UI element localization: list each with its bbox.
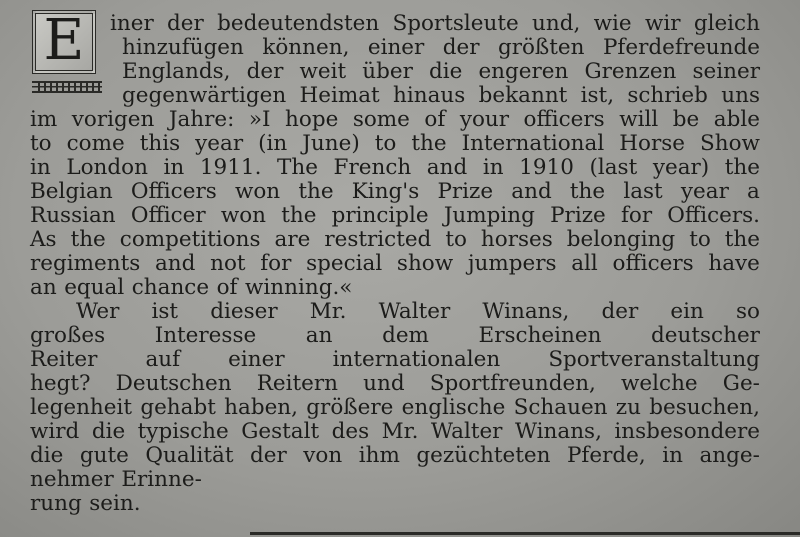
- word: jumpers: [467, 251, 557, 276]
- word: auf: [145, 347, 181, 372]
- word: June): [302, 131, 360, 156]
- word: einer: [367, 35, 425, 60]
- word: sein.: [89, 491, 141, 516]
- word: in: [30, 155, 51, 180]
- word: Englands,: [122, 59, 231, 84]
- word: 1911.: [199, 155, 262, 180]
- word: seiner: [692, 59, 760, 84]
- word: come: [66, 131, 125, 156]
- drop-cap-letter: E: [43, 8, 85, 73]
- text-line: [30, 132, 760, 156]
- column-rule: [250, 532, 800, 535]
- text-line: [30, 348, 760, 372]
- word: können,: [262, 35, 350, 60]
- word: As: [30, 227, 57, 252]
- word: engeren: [478, 59, 569, 84]
- word: able: [713, 107, 760, 132]
- word: to: [445, 227, 467, 252]
- word: Officers.: [667, 203, 760, 228]
- word: French: [333, 155, 412, 180]
- text-line: [110, 12, 760, 36]
- word: Horse: [619, 131, 685, 156]
- word: im: [30, 107, 58, 132]
- word: welche: [621, 371, 698, 396]
- word: bekannt: [478, 83, 568, 108]
- word: the: [724, 155, 760, 180]
- word: Mr.: [309, 299, 347, 324]
- word: iner: [110, 11, 154, 36]
- word: have: [708, 251, 760, 276]
- text-line: [30, 468, 330, 492]
- word: not: [210, 251, 246, 276]
- word: to: [689, 227, 711, 252]
- word: equal: [64, 275, 125, 300]
- word: rung: [30, 491, 82, 516]
- word: des: [331, 419, 370, 444]
- text-line: [30, 108, 760, 132]
- text-line: [122, 60, 760, 84]
- word: to: [374, 131, 397, 156]
- word: die: [91, 419, 126, 444]
- word: einer: [228, 347, 285, 372]
- text-line: [30, 252, 760, 276]
- word: and: [511, 179, 552, 204]
- text-line: [30, 396, 760, 420]
- word: 1910: [519, 155, 574, 180]
- word: gute: [79, 443, 129, 468]
- word: dieser: [210, 299, 278, 324]
- word: year: [680, 179, 729, 204]
- word: in: [163, 155, 185, 180]
- word: wird: [30, 419, 80, 444]
- word: Deutschen: [115, 371, 232, 396]
- word: officers: [523, 107, 605, 132]
- word: haben,: [224, 395, 298, 420]
- word: die: [428, 59, 463, 84]
- word: schrieb: [627, 83, 708, 108]
- text-line: [30, 420, 760, 444]
- word: Heimat: [299, 83, 380, 108]
- word: Sportfreunden,: [429, 371, 596, 396]
- word: der: [601, 299, 639, 324]
- word: last: [623, 179, 663, 204]
- word: the: [411, 131, 447, 156]
- word: won: [220, 203, 267, 228]
- word: weit: [299, 59, 347, 84]
- word: deutscher: [651, 323, 760, 348]
- word: King's: [351, 179, 420, 204]
- word: (last: [589, 155, 638, 180]
- word: show: [396, 251, 454, 276]
- word: won: [234, 179, 281, 204]
- word: in: [662, 443, 683, 468]
- word: besuchen,: [649, 395, 760, 420]
- word: der: [442, 35, 480, 60]
- word: officers: [612, 251, 694, 276]
- word: bedeutendsten: [217, 11, 380, 36]
- word: are: [274, 227, 311, 252]
- word: in: [482, 155, 504, 180]
- word: Prize: [437, 179, 494, 204]
- word: Winans,: [482, 299, 570, 324]
- text-line: [76, 300, 760, 324]
- word: Walter: [378, 299, 451, 324]
- word: Grenzen: [584, 59, 677, 84]
- text-line: [30, 276, 760, 300]
- word: hinzufügen: [122, 35, 244, 60]
- word: vorigen: [71, 107, 155, 132]
- word: your: [459, 107, 510, 132]
- word: this: [139, 131, 181, 156]
- word: Russian: [30, 203, 116, 228]
- word: Prize: [550, 203, 606, 228]
- word: regiments: [30, 251, 141, 276]
- word: the: [70, 227, 106, 252]
- word: International: [461, 131, 605, 156]
- word: all: [571, 251, 598, 276]
- word: typische: [137, 419, 229, 444]
- word: Walter: [430, 419, 503, 444]
- word: for: [620, 203, 653, 228]
- word: year): [652, 155, 710, 180]
- word: »I: [248, 107, 271, 132]
- word: Pferde,: [566, 443, 646, 468]
- word: (in: [258, 131, 288, 156]
- word: Belgian: [30, 179, 113, 204]
- word: Wer: [76, 299, 120, 324]
- text-line: [30, 204, 760, 228]
- word: hinaus: [393, 83, 466, 108]
- word: Interesse: [154, 323, 257, 348]
- text-line: [122, 36, 760, 60]
- word: winning.«: [245, 275, 353, 300]
- word: die: [30, 443, 64, 468]
- word: be: [672, 107, 700, 132]
- word: a: [747, 179, 760, 204]
- word: restricted: [324, 227, 432, 252]
- text-line: [30, 324, 760, 348]
- word: Sportveranstaltung: [548, 347, 760, 372]
- word: Qualität: [145, 443, 234, 468]
- word: insbesondere: [614, 419, 760, 444]
- word: Winans,: [514, 419, 602, 444]
- word: ein: [670, 299, 704, 324]
- text-line: [30, 228, 760, 252]
- word: Reiter: [30, 347, 98, 372]
- word: Reitern: [256, 371, 338, 396]
- text-line: [30, 180, 760, 204]
- word: ange-: [699, 443, 760, 468]
- word: an: [305, 323, 333, 348]
- word: englische: [401, 395, 506, 420]
- word: ihm: [358, 443, 400, 468]
- word: Show: [700, 131, 760, 156]
- word: hegt?: [30, 371, 91, 396]
- word: uns: [721, 83, 760, 108]
- word: an: [30, 275, 57, 300]
- word: ist: [151, 299, 179, 324]
- word: to: [30, 131, 52, 156]
- text-line: [30, 444, 760, 468]
- word: horses: [480, 227, 553, 252]
- word: chance: [131, 275, 210, 300]
- word: zu: [615, 395, 641, 420]
- word: some: [352, 107, 410, 132]
- word: Mr.: [381, 419, 419, 444]
- word: ist,: [580, 83, 615, 108]
- word: and: [154, 251, 196, 276]
- word: Gestalt: [241, 419, 320, 444]
- word: der: [250, 443, 287, 468]
- word: der: [246, 59, 284, 84]
- word: Erinne-: [121, 467, 202, 492]
- word: gegenwärtigen: [122, 83, 287, 108]
- word: hope: [285, 107, 339, 132]
- word: Officer: [130, 203, 206, 228]
- word: Erscheinen: [478, 323, 602, 348]
- word: the: [281, 203, 317, 228]
- text-line: [30, 156, 760, 180]
- word: wie: [593, 11, 632, 36]
- word: belonging: [566, 227, 676, 252]
- word: und: [363, 371, 405, 396]
- word: von: [303, 443, 343, 468]
- word: Sportsleute: [392, 11, 519, 36]
- word: Pferdefreunde: [602, 35, 760, 60]
- word: so: [736, 299, 760, 324]
- word: dem: [382, 323, 429, 348]
- word: nehmer: [30, 467, 114, 492]
- word: The: [277, 155, 318, 180]
- word: Schauen: [513, 395, 608, 420]
- word: Officers: [130, 179, 217, 204]
- word: principle: [331, 203, 429, 228]
- word: gezüchteten: [416, 443, 551, 468]
- word: der: [167, 11, 204, 36]
- word: of: [424, 107, 446, 132]
- word: the: [298, 179, 334, 204]
- word: competitions: [119, 227, 261, 252]
- word: London: [66, 155, 148, 180]
- word: the: [569, 179, 606, 204]
- word: year: [195, 131, 244, 156]
- word: größere: [306, 395, 394, 420]
- word: und,: [532, 11, 581, 36]
- word: gleich: [693, 11, 760, 36]
- word: Ge-: [722, 371, 760, 396]
- word: über: [362, 59, 413, 84]
- word: Jumping: [443, 203, 535, 228]
- word: and: [426, 155, 468, 180]
- word: internationalen: [332, 347, 501, 372]
- text-line: [30, 492, 330, 516]
- word: for: [260, 251, 292, 276]
- word: Jahre:: [168, 107, 235, 132]
- text-line: [30, 372, 760, 396]
- word: größten: [497, 35, 585, 60]
- word: gehabt: [140, 395, 216, 420]
- word: of: [216, 275, 238, 300]
- word: the: [724, 227, 760, 252]
- word: wir: [644, 11, 681, 36]
- word: special: [306, 251, 383, 276]
- word: will: [619, 107, 659, 132]
- word: großes: [30, 323, 106, 348]
- word: legenheit: [30, 395, 133, 420]
- text-line: [122, 84, 760, 108]
